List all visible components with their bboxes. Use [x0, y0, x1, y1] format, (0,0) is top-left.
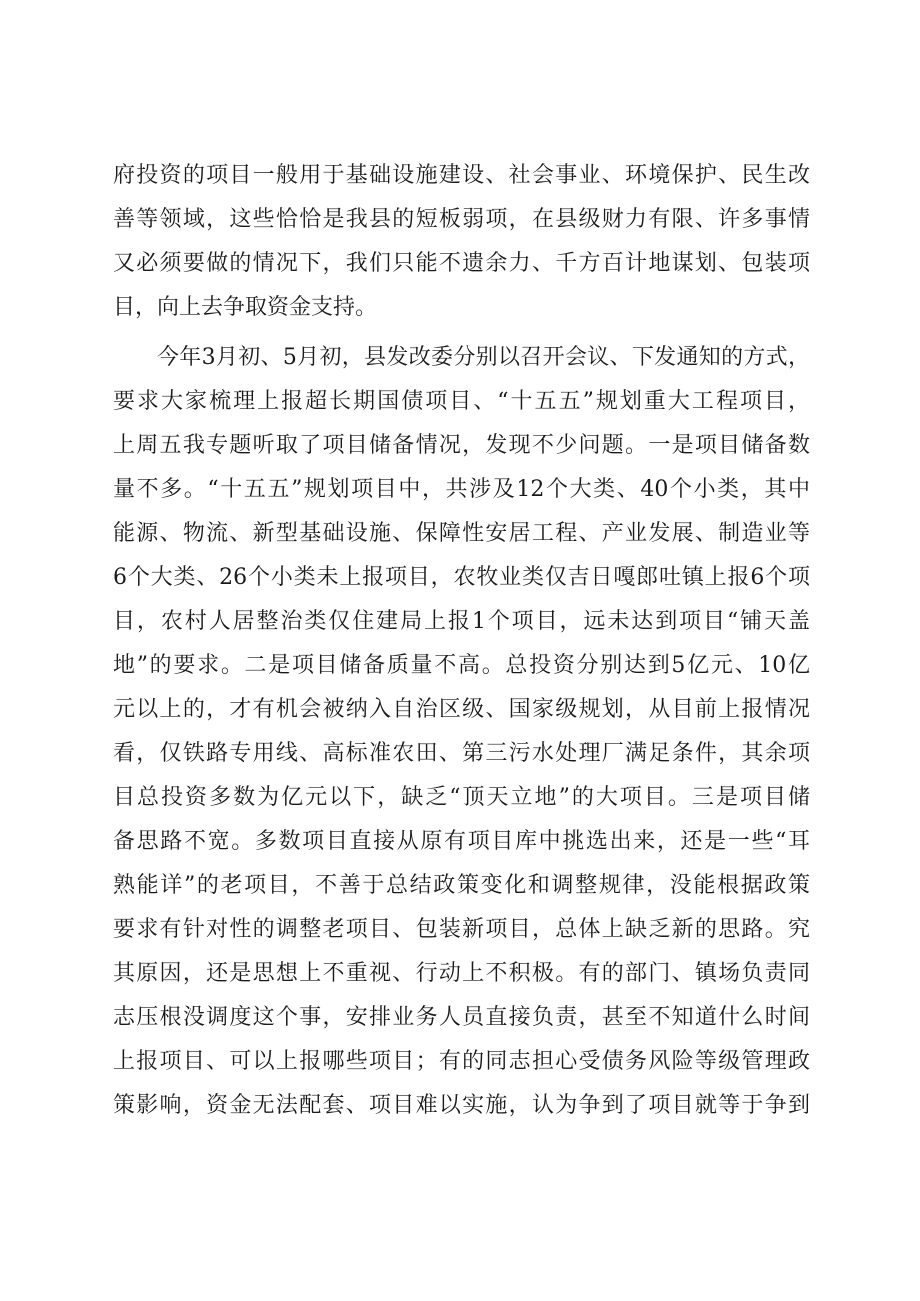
- text-line: 地”的要求。二是项目储备质量不高。总投资分别达到5亿元、10亿: [113, 653, 810, 678]
- text-line: 上周五我专题听取了项目储备情况，发现不少问题。一是项目储备数: [113, 433, 810, 458]
- text-line: 熟能详”的老项目，不善于总结政策变化和调整规律，没能根据政策: [113, 873, 810, 898]
- text-line: 元以上的，才有机会被纳入自治区级、国家级规划，从目前上报情况: [113, 697, 810, 722]
- text-line: 能源、物流、新型基础设施、保障性安居工程、产业发展、制造业等: [113, 521, 810, 546]
- text-line: 又必须要做的情况下，我们只能不遗余力、千方百计地谋划、包装项: [113, 251, 810, 276]
- paragraph-first-line: 今年3月初、5月初，县发改委分别以召开会议、下发通知的方式，: [157, 345, 810, 370]
- text-line: 看，仅铁路专用线、高标准农田、第三污水处理厂满足条件，其余项: [113, 741, 810, 766]
- text-line: 策影响，资金无法配套、项目难以实施，认为争到了项目就等于争到: [113, 1093, 810, 1118]
- text-line: 目，农村人居整治类仅住建局上报1个项目，远未达到项目“铺天盖: [113, 609, 810, 634]
- text-line: 目总投资多数为亿元以下，缺乏“顶天立地”的大项目。三是项目储: [113, 785, 810, 810]
- text-line: 其原因，还是思想上不重视、行动上不积极。有的部门、镇场负责同: [113, 961, 810, 986]
- text-line: 府投资的项目一般用于基础设施建设、社会事业、环境保护、民生改: [113, 163, 810, 188]
- text-line: 备思路不宽。多数项目直接从原有项目库中挑选出来，还是一些“耳: [113, 829, 810, 854]
- text-line: 目，向上去争取资金支持。: [113, 295, 378, 320]
- text-line: 6个大类、26个小类未上报项目，农牧业类仅吉日嘎郎吐镇上报6个项: [113, 565, 810, 590]
- text-line: 要求有针对性的调整老项目、包装新项目，总体上缺乏新的思路。究: [113, 917, 810, 942]
- text-line: 量不多。“十五五”规划项目中，共涉及12个大类、40个小类，其中: [113, 477, 810, 502]
- text-line: 志压根没调度这个事，安排业务人员直接负责，甚至不知道什么时间: [113, 1005, 810, 1030]
- text-line: 善等领域，这些恰恰是我县的短板弱项，在县级财力有限、许多事情: [113, 207, 810, 232]
- text-line: 要求大家梳理上报超长期国债项目、“十五五”规划重大工程项目，: [113, 389, 810, 414]
- text-line: 上报项目、可以上报哪些项目；有的同志担心受债务风险等级管理政: [113, 1049, 810, 1074]
